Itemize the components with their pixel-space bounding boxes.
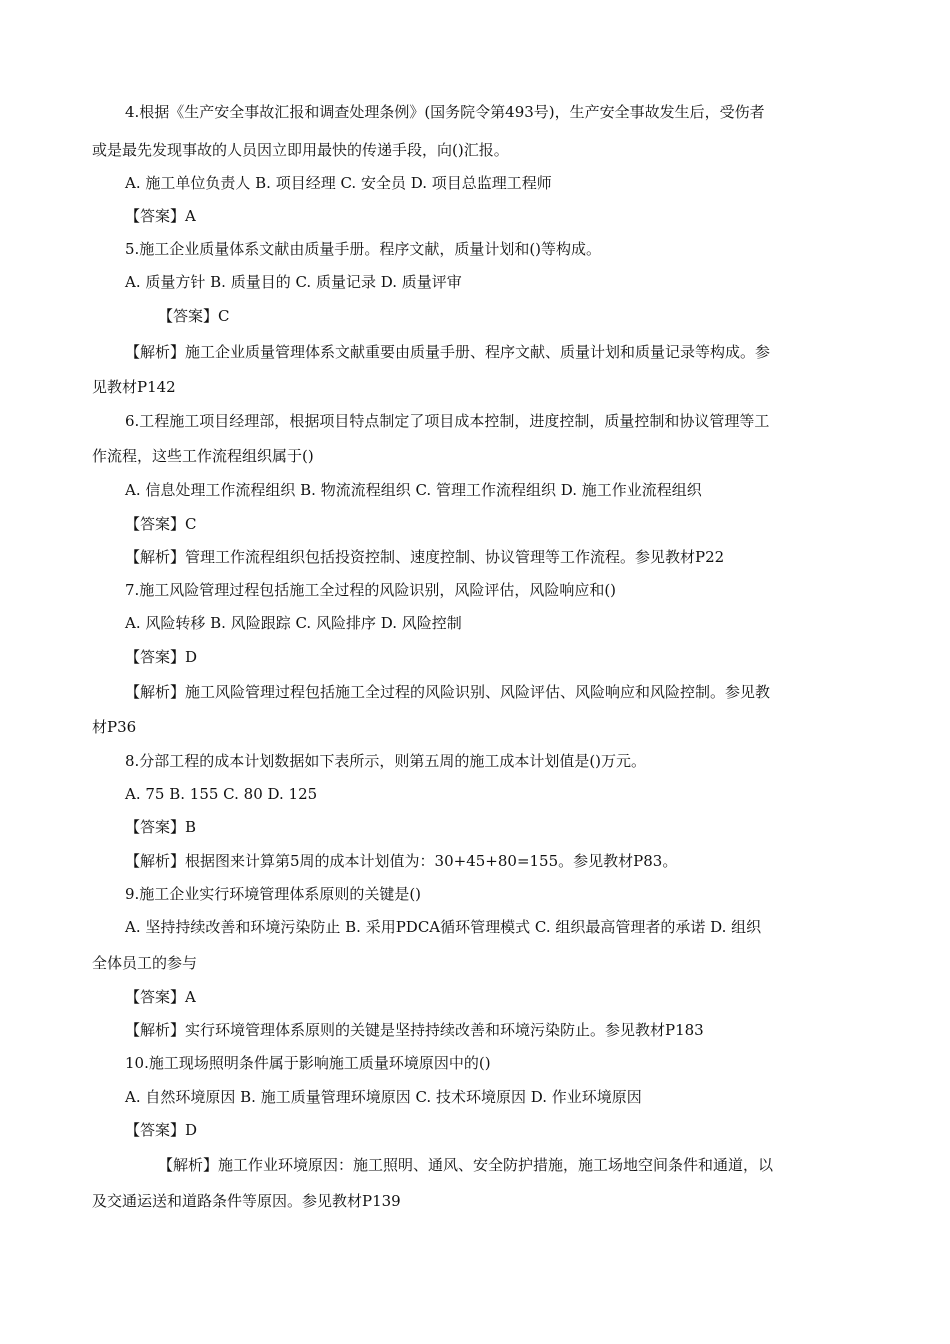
q10-answer: 【答案】D bbox=[125, 1121, 198, 1139]
q4-text-line2: 或是最先发现事故的人员因立即用最快的传递手段，向()汇报。 bbox=[92, 141, 509, 159]
q8-answer: 【答案】B bbox=[125, 818, 197, 836]
q4-text-line1: 4.根据《生产安全事故汇报和调查处理条例》(国务院令第493号)，生产安全事故发生后，受伤者 bbox=[125, 103, 765, 121]
q6-answer: 【答案】C bbox=[125, 515, 197, 533]
q8-explanation: 【解析】根据图来计算第5周的成本计划值为：30+45+80=155。参见教材P83。 bbox=[125, 852, 678, 870]
q10-options: A. 自然环境原因 B. 施工质量管理环境原因 C. 技术环境原因 D. 作业环境原因 bbox=[125, 1088, 642, 1106]
q6-explanation: 【解析】管理工作流程组织包括投资控制、速度控制、协议管理等工作流程。参见教材P22 bbox=[125, 548, 725, 566]
q7-explanation-line2: 材P36 bbox=[92, 718, 137, 736]
q7-options: A. 风险转移 B. 风险跟踪 C. 风险排序 D. 风险控制 bbox=[125, 614, 462, 632]
q9-options-line2: 全体员工的参与 bbox=[92, 954, 198, 972]
q8-options: A. 75 B. 155 C. 80 D. 125 bbox=[125, 785, 318, 803]
q10-text: 10.施工现场照明条件属于影响施工质量环境原因中的() bbox=[125, 1054, 491, 1072]
q6-text-line1: 6.工程施工项目经理部，根据项目特点制定了项目成本控制，进度控制，质量控制和协议管理等工 bbox=[125, 412, 770, 430]
q9-answer: 【答案】A bbox=[125, 988, 196, 1006]
q4-answer: 【答案】A bbox=[125, 207, 196, 225]
q7-text: 7.施工风险管理过程包括施工全过程的风险识别，风险评估，风险响应和() bbox=[125, 581, 617, 599]
q10-explanation-line2: 及交通运送和道路条件等原因。参见教材P139 bbox=[92, 1192, 401, 1210]
q5-explanation-line2: 见教材P142 bbox=[92, 378, 176, 396]
q5-explanation-line1: 【解析】施工企业质量管理体系文献重要由质量手册、程序文献、质量计划和质量记录等构成。参 bbox=[125, 343, 771, 361]
q9-options-line1: A. 坚持持续改善和环境污染防止 B. 采用PDCA循环管理模式 C. 组织最高管理者的承诺 D. 组织 bbox=[125, 918, 762, 936]
q5-answer: 【答案】C bbox=[158, 307, 230, 325]
q9-text: 9.施工企业实行环境管理体系原则的关键是() bbox=[125, 885, 422, 903]
q9-explanation: 【解析】实行环境管理体系原则的关键是坚持持续改善和环境污染防止。参见教材P183 bbox=[125, 1021, 704, 1039]
q10-explanation-line1: 【解析】施工作业环境原因：施工照明、通风、安全防护措施，施工场地空间条件和通道，以 bbox=[158, 1156, 774, 1174]
q8-text: 8.分部工程的成本计划数据如下表所示，则第五周的施工成本计划值是()万元。 bbox=[125, 752, 647, 770]
q5-options: A. 质量方针 B. 质量目的 C. 质量记录 D. 质量评审 bbox=[125, 273, 462, 291]
q6-text-line2: 作流程，这些工作流程组织属于() bbox=[92, 447, 314, 465]
q4-options: A. 施工单位负责人 B. 项目经理 C. 安全员 D. 项目总监理工程师 bbox=[125, 174, 552, 192]
q7-explanation-line1: 【解析】施工风险管理过程包括施工全过程的风险识别、风险评估、风险响应和风险控制。参见教 bbox=[125, 683, 771, 701]
q6-options: A. 信息处理工作流程组织 B. 物流流程组织 C. 管理工作流程组织 D. 施工作业流程组织 bbox=[125, 481, 702, 499]
q5-text: 5.施工企业质量体系文献由质量手册。程序文献，质量计划和()等构成。 bbox=[125, 240, 602, 258]
q7-answer: 【答案】D bbox=[125, 648, 198, 666]
